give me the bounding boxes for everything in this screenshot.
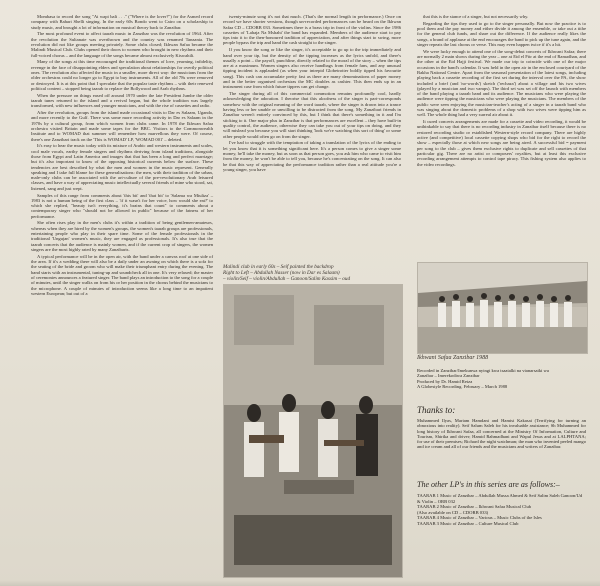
- band-photo-ikhwani-safaa: [417, 262, 588, 354]
- credit-line: A Globestyle Recording. February – March 1988: [417, 384, 508, 390]
- paragraph: After the revolution, groups from the island made occasional visits to Dar es Salaam, Uganda, and more recently to the Gulf. There was some more recording activity in Dar es Salaam in the 1970s by a cultural group, from which women from clubs came. In 1978 the Ikhwan Safaa orchestra visited Britain and made some tapes for the BBC. Visitors to the Commonwealth Institute and to WOMAD that summer will remember how marvellous they were. Of course, there's one Zanzibari track on the 'This is WOMAD' LP, 'WOMAD 001' – deleted.: [31, 110, 213, 142]
- band-photo-2-image: [418, 263, 587, 353]
- paragraph: When the pressure on things eased off around 1970 under the late President Jumbe the older taarab tunes returned to the island and a revival began, but the whole tradition was largely transformed, with new influences and younger musicians, and with the rise of cassettes and radio.: [31, 92, 213, 109]
- paragraph: We were lucky enough to attend one of the song-debut concerts of Ikhwani Safaa; there are normally 2 main shows during the year – one at Eid el Fitr at the end of Ramadhan, and the other at the Eid Hajji festival. We made our trip to coincide with one of the major occasions in the band's calendar. It was held in the open air in the enclosed courtyard of the Bakha National Centre. Apart from the seasonal presentation of the latest songs, including playing back a cassette recording of the first set during the interval over the PA, the show included a brief (and 'no-words') sketch ('rechaza') about a village and his two wives (played by a musician and two vamps). The third set was set off the launch with members of the band playing a taarab band and its audience. The musicians who were playing the audience were tipping the musicians who were playing the musicians. The members of the public were seen enjoying the musician-teacher's acting of a singer in a taarab band who was singing about the domestic problems of a shop with two wives were tipping him as well. The whole thing had a very surreal air about it.: [417, 48, 586, 118]
- credit-line: Produced by Dr. Hamid Reiza: [417, 378, 473, 384]
- list-item: TAARAB 2 Music of Zanzibar – Ikhwani Safaa Musical Club: [417, 504, 532, 509]
- thanks-heading: Thanks to:: [417, 405, 456, 415]
- list-item: TAARAB 1 Music of Zanzibar – Abdullah Mussa Ahmed & Seif Salim Saleh Ganoon/Ud & Violin – ORB 032: [417, 493, 583, 504]
- thanks-text: Muhammed Ilyas, Mariam Hamdani and Hamisi Kakasai (Terrifying for turning an obnoxious into reality). Seif Salum Saleh for his invaluable assistance; Sh Muhammed for long history of Ikhwani Safaa, all concerned at the Ministry Of Information, Culture and Tourism, Shirika and driver; Hamid Rahmadhani and Wapul Jesus and at LALPHTANA; for use of their premises; Richard the night watchman; the man who invented peeled mango and ice cream and all of our friends and the musicians and writers of Zanzibar.: [417, 418, 586, 450]
- paragraph: Regarding the tips they used to go to the singer personally. But now the practice is to pool them and the pay money and either divide it among the ensemble, or take out a tithe for the general club funds, and share out the difference. If the audience really likes the songs, a brand of applause at the end encourages the band to pick up the tune again, and the singer repeats the last chorus or verse. This may even happen twice if it's a hit.: [417, 20, 586, 47]
- paragraph: It cured concerts arrangements are made for a cassette and video recording, it would be unthinkable to say that there is no recording industry in Zanzibar itself because there is no restored recording studio or established Western-style record company. There are highly active (and competitive) local cassette copying shops who bid for the right to record the show – especially those at which new songs are being aired. A successful bid = payment per song to the club – gives them exclusive rights to duplicate and sell cassettes of that particular gig. There are no artist or composers' royalties, but at least this exclusive recording arrangement attempts to control tape piracy. This fishing system also applies to the video recordings.: [417, 119, 586, 167]
- paragraph: The singer during all of this commercial commotion remains profoundly cool, hardly acknowledging the adoration. I theorise that this aloofness of the singer is part-corresponds somehow with the original meaning of the word taarab, where the singer is drawn into a trance having less or her unable or unwilling to be distracted from the song. My Zanzibari friends in Zanzibar weren't entirely convinced by this, but I think that there's something in it and I'm sticking to it. One major plus in Zanzibar is that performances are excellent – they have built-in quality control, the audience, otherwise they can take you out of your tips on doing, and they will mislead you because you will start thinking 'look we're watching this sort of thing' or some other people would often go on from the singer.: [223, 91, 401, 139]
- list-item: (Also available on CD – CDORB 033): [417, 509, 489, 515]
- paragraph: twenty-minute song it's not that much. (That's the normal length in performance.) Once on record we have shorter versions, though un-recorded performances can be heard on the Ikhwan Safaa CD – CDORB 033. Sometimes there is a brass trip in front of the violins. Since the 1986 cassettes of 'Lahaja Na Mshahi' the band has expanded. Members of the audience start to pay tips into it to the then-honoured tradition of appreciation, and after things start to swing, more people bypass the trip and hand the cash straight to the singer.: [223, 14, 401, 46]
- credit-line: Zanzibar – Imerekodiwa Zanzibar: [417, 373, 480, 379]
- paragraph: I've had to struggle with the temptation of taking a translation of the lyrics of the ending to let you know that it is something significant here. It's a person comes to give a singer some money, he'll take the money, but as soon as that person goes, you ask him who came to visit him from the money, he won't be able to tell you, because he's concentrating on the song. It can also be that this way of appreciating the performance tradition rather than a real attitude you're a young singer, you have: [223, 140, 401, 172]
- paragraph: It's easy to hear the music today with its mixture of Arabic and western instruments and scales, cool male vocals, earthy female singers and rhythms deriving from island traditions, alongside those from Egypt and Latin America and images that that has been a long and perfect marriage; but it's also important to know of the opposing historical currents below the surface. These tendencies are best described by what the men and women in the music represent. Generally speaking and I take full blame for these generalisations: the men, with their tradition of the urban, male-only clubs can be associated with the art-culture of the pre-revolutionary Arab leisured classes, and have a way of appreciating music intellectually several friends of mine who stood, sat, listened, sang and just wept.: [31, 143, 213, 191]
- photo-2-caption: Ikhwani Safaa Zanzibar 1988: [417, 355, 489, 361]
- list-item: TAARAB 3 Music of Zanzibar – Culture Musical Club: [417, 520, 519, 526]
- band-photo-image: [224, 285, 402, 577]
- column-2: [223, 14, 401, 252]
- paragraph: She often rises play in the men's clubs it's within a tradition of being gentlemen-amateurs, whereas when they are hired by the women's groups, the women's taarab groups are professionals, entertaining people who play in their spare time. Some of the female professionals in the traditional 'Ungujan' women's music, they are engaged as professionals. It's also true that the taarab concerts that the audience is mainly women, and if the current crop of singers, the women singers are the most highly rated by many Zanzibaris.: [31, 220, 213, 252]
- paragraph: Samples of this range from comments about 'this bit' and 'that bit' to 'Salama wa Miuliza' – 1983 is not a human being of the first class – 'if it wasn't for her voice, how would she eat?' to which she replied, "beauty isn't everything, it's brains that count" to comments about a contemporary singer who "should not be allowed in public" because of the fatness of her performance.: [31, 192, 213, 219]
- recording-credits: [417, 368, 586, 390]
- paragraph: The most profound event to affect taarab music in Zanzibar was the revolution of 1964. After the revolution the Sultanate was overthrown and the country was renamed Tanzania. The revolution did not like groups meeting privately. Some clubs closed; Ikhwan Safaa became the Malindi Musical Club. Clubs opened their doors to women who brought in new rhythms and their full-voiced chorus – and the language of the songs became almost exclusively Kiswahili.: [31, 31, 213, 58]
- column-1: [31, 14, 213, 298]
- other-lps-heading: The other LP's in this series are as follows:–: [417, 480, 560, 489]
- paragraph: A typical performance will be in the open air, with the band under a canvas roof at one side of the area. If it's a wedding there will also be a daily under an awning on which there is a sofa for the seating of the bride and groom who will make their triumphant entry during the evening. The band starts with an instrumental, tuning-up and soundcheck all in one. It's very relaxed; the master of ceremonies announces a featured singer. The band plays an introduction to the song for a couple of minutes, until the singer walks on from his or her position in the chorus behind the musicians to the microphone. A couple of minutes of introduction seems like a long time to an impatient western European; but out of a: [31, 253, 213, 296]
- paragraph: Mombasa to record the song "Ai wapi bali . . ." ("Where is the lover?") for the Asmed record company with Bahari Shelli singing. In the early 60s Bondo went to Cairo on a scholarship to study music, and brought a lot of information on musical theory back to Zanzibar.: [31, 14, 213, 30]
- paragraph: Many of the songs at this time encouraged the traditional themes of love, yearning, infidelity, revenge in the face of disappointing elders and speculation about relationships for overtly political ones. The revolution also affected the music in a smaller, more direct way: the musicians from the older orchestras could no longer go to Egypt to buy instruments. All of the old 78s were removed or destroyed. It is at this point that I speculate that the popular taste rhythms – with their renewed political content – stopped being taarab to replace the Bollywood and Arab rhythms.: [31, 59, 213, 91]
- list-item: TAARAB 4 Music of Zanzibar – Various – Music Clubs of the Isles: [417, 515, 542, 520]
- band-photo-malindi-club: [223, 284, 403, 578]
- photo-caption: Malindi club in early 60s – Seif painted the backdrop Right to Left – Abdullah Nasser (now in Dar es Salaam) – violin/Seif – violin/Abdullah – Ganoon/Salim Kassim – oud: [223, 264, 351, 283]
- credit-line: Recorded in Zanzibar/Imekunwa nyingi kwa tsaatalki na vianarsaiki wa: [417, 368, 549, 373]
- column-3: [417, 14, 586, 254]
- other-lps-list: [417, 493, 586, 526]
- paragraph: that this is the stance of a singer, but not necessarily why.: [423, 14, 529, 19]
- paragraph: If you know the song or like the singer, it's acceptable to go up to the trip immediately and hand over your tip, but the density of the tipping increases as the lyrics unfold, and there's usually a point – the payoff, punchline, directly related to the moral of the story – when the tips are at a maximum. Women singers also receive handbags from female fans, and any unusual tipping incident is applauded (as when your intrepid Globetrotter boldly tipped his favourite song). This cash can accumulate pretty fast as there are many denominations of paper money and in the better organised orchestras the MC doubles as cashier. This then ends up in an instrument case from which future tippers can get change.: [223, 47, 401, 90]
- page-edge-shadow: [0, 580, 600, 586]
